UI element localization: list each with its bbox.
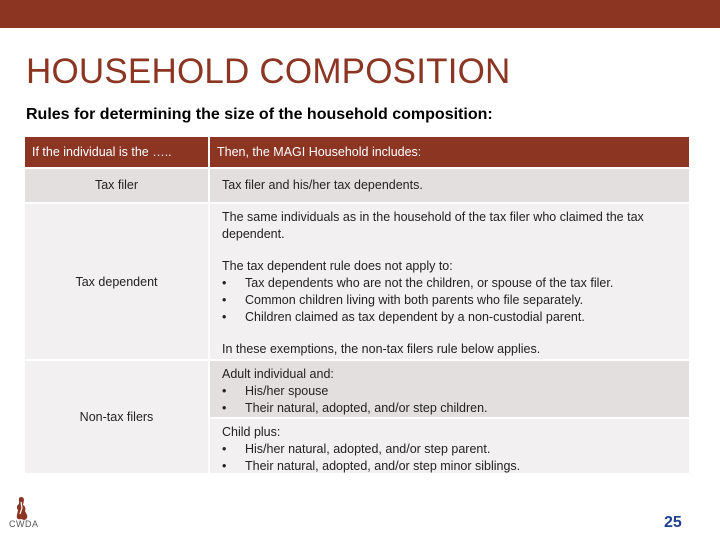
list-item: • His/her natural, adopted, and/or step parent. xyxy=(222,441,681,458)
adult-intro: Adult individual and: xyxy=(222,367,334,381)
tax-dependent-exception-list xyxy=(222,275,681,326)
child-intro: Child plus: xyxy=(222,425,281,439)
slide-title: HOUSEHOLD COMPOSITION xyxy=(26,52,511,91)
slide-subtitle: Rules for determining the size of the household composition: xyxy=(26,106,493,123)
cell-household-tax-dependent xyxy=(210,204,689,359)
column-header-individual: If the individual is the ….. xyxy=(25,137,208,167)
table-header-row xyxy=(25,137,689,167)
page-number: 25 xyxy=(664,514,682,531)
column-header-household: Then, the MAGI Household includes: xyxy=(210,137,689,167)
list-item: • Children claimed as tax dependent by a non-custodial parent. xyxy=(222,309,681,326)
table-row-tax-filer xyxy=(25,169,689,202)
list-item: • Their natural, adopted, and/or step minor siblings. xyxy=(222,458,681,475)
cell-individual-tax-filer: Tax filer xyxy=(25,169,208,202)
tax-dependent-note: In these exemptions, the non-tax filers rule below applies. xyxy=(222,342,541,356)
top-accent-bar xyxy=(0,0,720,28)
adult-list xyxy=(222,383,681,417)
list-item: • Common children living with both parents who file separately. xyxy=(222,292,681,309)
list-item: • His/her spouse xyxy=(222,383,681,400)
list-item: • Tax dependents who are not the children, or spouse of the tax filer. xyxy=(222,275,681,292)
cell-household-tax-filer: Tax filer and his/her tax dependents. xyxy=(210,169,689,202)
table-row-non-tax-filers xyxy=(25,361,689,473)
cell-individual-tax-dependent-label: Tax dependent xyxy=(75,274,158,289)
cell-individual-tax-dependent xyxy=(25,204,208,359)
child-list xyxy=(222,441,681,475)
logo-text: CWDA xyxy=(9,519,39,529)
cell-household-child xyxy=(210,419,689,473)
cell-household-adult xyxy=(210,361,689,417)
household-rules-table xyxy=(25,137,689,473)
cell-individual-non-tax-filers-label: Non-tax filers xyxy=(79,410,154,424)
tax-dependent-rule-intro: The tax dependent rule does not apply to: xyxy=(222,259,453,273)
list-item: • Their natural, adopted, and/or step children. xyxy=(222,400,681,417)
tax-dependent-intro: The same individuals as in the household of the tax filer who claimed the tax dependent. xyxy=(222,210,644,241)
table-row-tax-dependent xyxy=(25,204,689,359)
cell-individual-non-tax-filers xyxy=(25,361,208,473)
